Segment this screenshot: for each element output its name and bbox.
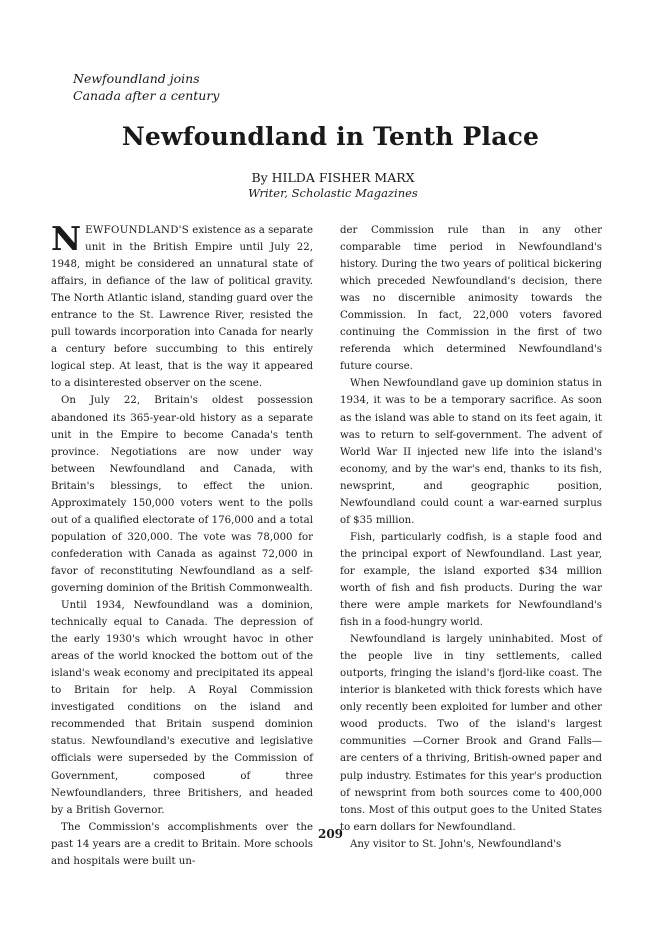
paragraph-4: The Commission's accomplishments over the past 14 years are a credit to Britain. More schools and hospitals were built un- <box>51 821 313 867</box>
paragraph-1 <box>51 219 313 392</box>
author-role: Writer, Scholastic Magazines <box>248 186 418 200</box>
author-name: By HILDA FISHER MARX <box>251 170 415 185</box>
paragraph-4-continued: der Commission rule than in any other comparable time period in Newfoundland's history. During the two years of political bickering which preceded Newfoundland's decision, there was no discernible animosity towards the Commission. In fact, 22,000 voters favored continuing the Commission in the first of two referenda which determined Newfoundland's future course. <box>340 225 602 373</box>
paragraph-1-text: existence as a separate unit in the British Empire until July 22, 1948, might be considered an unnatural state of affairs, in defiance of the law of political gravity. The North Atlantic island, standing guard over the entrance to the St. Lawrence River, resisted the pull towards incorporation into Canada for nearly a century before succumbing to this entirely logical step. At least, that is the way it appeared to a disinterested observer on the scene. <box>51 225 313 390</box>
kicker-line-1: Newfoundland joins <box>73 71 200 86</box>
paragraph-2: On July 22, Britain's oldest possession abandoned its 365-year-old history as a separate unit in the Empire to become Canada's tenth province. Negotiations are now under way between Newfoundland and Canada, with Britain's blessings, to effect the union. Approximately 150,000 voters went to the polls out of a qualified electorate of 176,000 and a total population of 320,000. The vote was 78,000 for confederation with Canada as against 72,000 in favor of reconstituting Newfoundland as a self-governing dominion of the British Commonwealth. <box>51 395 313 594</box>
column-left <box>51 219 313 870</box>
paragraph-7: Newfoundland is largely uninhabited. Most of the people live in tiny settlements, called outports, fringing the island's fjord-like coast. The interior is blanketed with thick forests which have only recently been exploited for lumber and other wood products. Two of the island's largest communities —Corner Brook and Grand Falls—are centers of a thriving, British-owned paper and pulp industry. Estimates for this year's production of newsprint from both sources come to 400,000 tons. Most of this output goes to the United States to earn dollars for Newfoundland. <box>340 634 602 833</box>
column-right <box>340 222 602 853</box>
paragraph-6: Fish, particularly codfish, is a staple food and the principal export of Newfoundland. Last year, for example, the island exported $34 million worth of fish and fish products. During the war there were ample markets for Newfoundland's fish in a food-hungry world. <box>340 531 602 629</box>
kicker <box>73 70 219 104</box>
kicker-line-2: Canada after a century <box>73 88 220 103</box>
paragraph-8: Any visitor to St. John's, Newfoundland's <box>350 838 562 850</box>
drop-cap: N <box>51 219 82 258</box>
paragraph-3: Until 1934, Newfoundland was a dominion, technically equal to Canada. The depression of the early 1930's which wrought havoc in other areas of the world knocked the bottom out of the island's weak economy and precipitated its appeal to Britain for help. A Royal Commission investigated conditions on the island and recommended that Britain suspend dominion status. Newfoundland's executive and legislative officials were superseded by the Commission of Government, composed of three Newfoundlanders, three Britishers, and headed by a British Governor. <box>51 600 313 816</box>
lead-smallcaps: EWFOUNDLAND'S <box>85 225 190 236</box>
page-number: 209 <box>317 827 344 841</box>
byline <box>233 170 433 201</box>
paragraph-5: When Newfoundland gave up dominion status in 1934, it was to be a temporary sacrifice. As soon as the island was able to stand on its feet again, it was to return to self-government. The advent of World War II injected new life into the island's economy, and by the war's end, thanks to its fish, newsprint, and geographic position, Newfoundland could count a war-earned surplus of $35 million. <box>340 378 602 526</box>
article-title: Newfoundland in Tenth Place <box>121 122 540 151</box>
